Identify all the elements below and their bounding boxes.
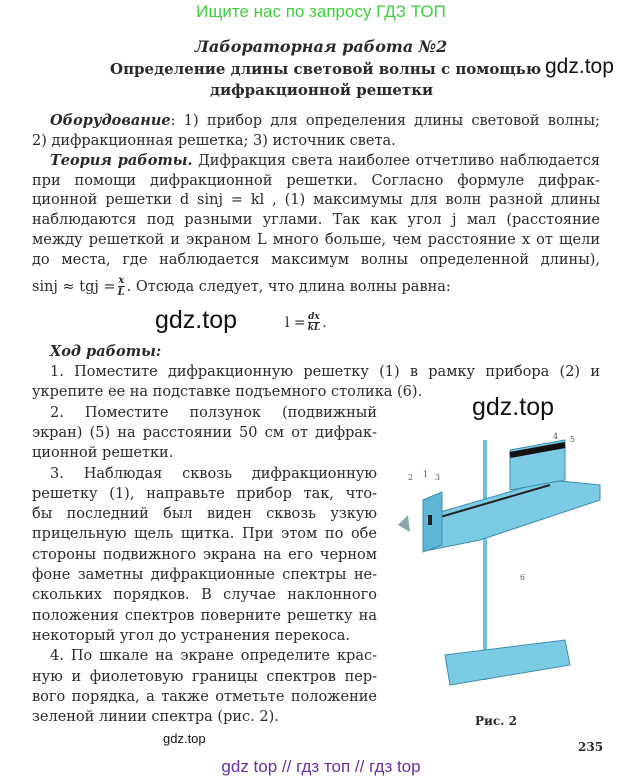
- text: sinj ≈ tgj =: [32, 278, 116, 295]
- search-banner: Ищите нас по запросу ГДЗ ТОП: [196, 2, 446, 21]
- procedure-line: 2. Поместите ползунок (подвижный: [50, 405, 377, 421]
- procedure-line: 1. Поместите дифракционную решетку (1) в рамку прибора (2) и: [50, 364, 600, 380]
- text: .: [322, 314, 327, 331]
- numerator: dx: [308, 312, 320, 322]
- lab-title: Лабораторная работа №2: [194, 37, 448, 56]
- stand-rod: [483, 440, 487, 680]
- procedure-line: решетку (1), направьте прибор так, что-: [32, 486, 377, 502]
- procedure-line: положения спектров поверните решетку на: [32, 608, 377, 624]
- theory-line: наблюдаются под разными углами. Так как угол j мал (расстояние: [32, 212, 600, 228]
- page-number: 235: [578, 740, 604, 754]
- procedure-line: вого порядка, а также отметьте положение: [32, 689, 377, 705]
- text: . Отсюда следует, что длина волны равна:: [126, 278, 451, 295]
- procedure-line: укрепите ее на подставке подъемного столика (6).: [32, 384, 423, 400]
- label-3: 3: [435, 473, 441, 482]
- procedure-line: зеленой линии спектра (рис. 2).: [32, 709, 279, 725]
- numerator: x: [118, 275, 125, 286]
- procedure-line: скольких порядков. В случае наклонного: [32, 587, 377, 603]
- procedure-line: ционной решетки.: [32, 445, 174, 461]
- theory-label: Теория работы.: [50, 152, 193, 169]
- procedure-line: бы последний был виден сквозь узкую: [32, 506, 377, 522]
- equipment-line: [32, 112, 600, 130]
- procedure-label: [32, 343, 161, 361]
- label-2: 2: [408, 473, 414, 482]
- watermark: gdz.top: [545, 55, 614, 78]
- grating-frame: [423, 492, 442, 552]
- procedure-line: 4. По шкале на экране определите крас-: [50, 648, 377, 664]
- denominator: kL: [307, 323, 321, 333]
- lab-subtitle-1: Определение длины световой волны с помощью: [110, 60, 542, 78]
- eye-mark: [398, 515, 410, 532]
- procedure-line: некоторый угол до устранения перекоса.: [32, 628, 351, 644]
- formula-wavelength: [285, 312, 327, 333]
- theory-line: [32, 152, 600, 170]
- watermark: gdz.top: [472, 393, 555, 421]
- apparatus-figure: [390, 432, 615, 710]
- equipment-label: Оборудование: [50, 112, 171, 129]
- theory-line: до места, где наблюдается максимум волны определенной длины),: [32, 252, 600, 268]
- theory-line: между решеткой и экраном L много больше, чем расстояние x от щели: [32, 232, 600, 248]
- procedure-line: фоне заметны дифракционные спектры не-: [32, 567, 377, 583]
- lab-subtitle-2: дифракционной решетки: [210, 81, 434, 99]
- procedure-line: 3. Наблюдая сквозь дифракционную: [50, 466, 377, 482]
- label-6: 6: [520, 573, 526, 582]
- fraction: [308, 312, 321, 333]
- procedure-line: экран) (5) на расстоянии 50 см от дифрак-: [32, 425, 377, 441]
- equipment-line: 2) дифракционная решетка; 3) источник света.: [32, 133, 396, 149]
- figure-caption: Рис. 2: [475, 714, 517, 728]
- base: [445, 640, 570, 685]
- formula-small-angle: [32, 275, 451, 298]
- watermark: gdz.top: [163, 731, 206, 746]
- fraction: [118, 275, 125, 298]
- label-1: 1: [423, 470, 429, 479]
- text: Ход работы:: [50, 343, 162, 360]
- procedure-line: стороны подвижного экрана на его черном: [32, 547, 377, 563]
- text: Дифракция света наиболее отчетливо наблюдается: [192, 153, 600, 169]
- text: : 1) прибор для определения длины световой волны;: [170, 113, 600, 129]
- procedure-line: прицельную щель щитка. При этом по обе: [32, 526, 377, 542]
- theory-line: при помощи дифракционной решетки. Согласно формуле дифрак-: [32, 173, 600, 189]
- watermark: gdz.top: [155, 306, 238, 334]
- label-4: 4: [553, 432, 559, 441]
- label-5: 5: [570, 435, 576, 444]
- procedure-line: ную и фиолетовую границы спектров пер-: [32, 669, 377, 685]
- text: l =: [285, 314, 306, 331]
- denominator: L: [117, 287, 125, 298]
- rail: [430, 480, 600, 550]
- footer-watermark: gdz top // гдз топ // гдз top: [221, 757, 421, 776]
- theory-line: ционной решетки d sinj = kl , (1) максимумы для волн разной длины: [32, 192, 600, 208]
- slit: [428, 515, 432, 525]
